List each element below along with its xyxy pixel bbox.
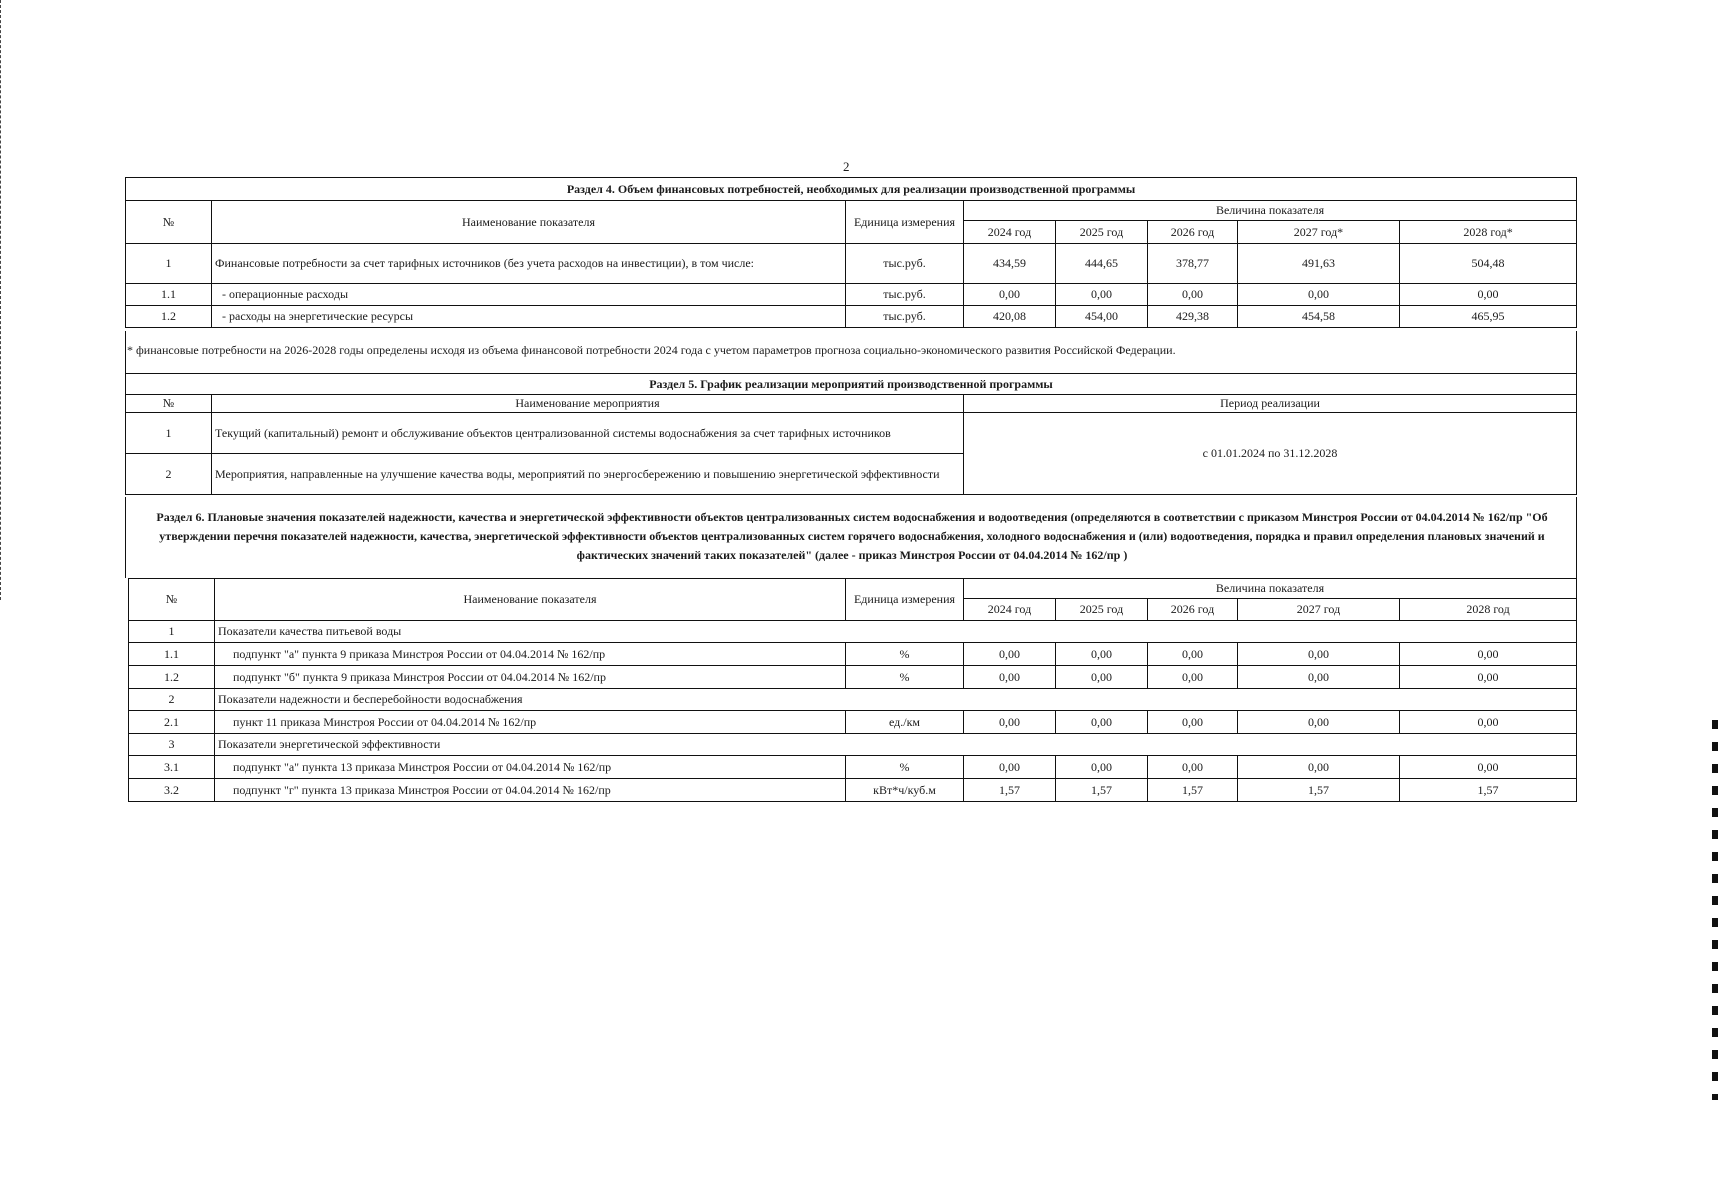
- row-name: Текущий (капитальный) ремонт и обслуживание объектов централизованной системы водоснабжения за счет тарифных источников: [212, 413, 964, 454]
- row-value: 0,00: [1400, 756, 1577, 779]
- table-group-row: [129, 689, 1577, 711]
- table-row: [126, 284, 1577, 306]
- row-name: - операционные расходы: [212, 284, 846, 306]
- row-value: 1,57: [1148, 779, 1238, 802]
- row-value: 0,00: [1148, 711, 1238, 734]
- row-value: 0,00: [1400, 284, 1577, 306]
- row-value: 0,00: [1400, 643, 1577, 666]
- row-value: 504,48: [1400, 244, 1577, 284]
- row-value: 491,63: [1238, 244, 1400, 284]
- row-value: 434,59: [964, 244, 1056, 284]
- table-row: [129, 779, 1577, 802]
- row-unit: тыс.руб.: [846, 306, 964, 328]
- row-num: 1.1: [129, 643, 215, 666]
- col-header-num: №: [129, 579, 215, 621]
- row-num: 2.1: [129, 711, 215, 734]
- row-unit: %: [846, 666, 964, 689]
- row-value: 429,38: [1148, 306, 1238, 328]
- row-num: 1.1: [126, 284, 212, 306]
- col-header-year: 2024 год: [964, 221, 1056, 244]
- row-name: - расходы на энергетические ресурсы: [212, 306, 846, 328]
- row-name: подпункт "г" пункта 13 приказа Минстроя России от 04.04.2014 № 162/пр: [215, 779, 846, 802]
- col-header-year: 2024 год: [964, 599, 1056, 621]
- col-header-name: Наименование показателя: [215, 579, 846, 621]
- col-header-name: Наименование показателя: [212, 201, 846, 244]
- scan-edge-mark: [1712, 720, 1718, 1100]
- table-row: [129, 711, 1577, 734]
- row-num: 1.2: [126, 306, 212, 328]
- row-value: 454,00: [1056, 306, 1148, 328]
- section6-table: [128, 578, 1577, 802]
- row-name: Показатели надежности и бесперебойности водоснабжения: [215, 689, 1577, 711]
- col-header-year: 2025 год: [1056, 599, 1148, 621]
- row-name: Мероприятия, направленные на улучшение качества воды, мероприятий по энергосбережению и повышению энергетической эффективности: [212, 454, 964, 495]
- row-value: 0,00: [1056, 284, 1148, 306]
- row-name: Финансовые потребности за счет тарифных источников (без учета расходов на инвестиции), в том числе:: [212, 244, 846, 284]
- col-header-value-group: Величина показателя: [964, 579, 1577, 599]
- row-name: подпункт "б" пункта 9 приказа Минстроя России от 04.04.2014 № 162/пр: [215, 666, 846, 689]
- row-value: 0,00: [1056, 643, 1148, 666]
- row-value: 0,00: [964, 643, 1056, 666]
- row-num: 1: [126, 244, 212, 284]
- table-row: [126, 306, 1577, 328]
- row-unit: кВт*ч/куб.м: [846, 779, 964, 802]
- row-num: 3.1: [129, 756, 215, 779]
- row-value: 0,00: [964, 666, 1056, 689]
- section4-table: [125, 177, 1577, 328]
- row-unit: ед./км: [846, 711, 964, 734]
- section5-table: [125, 373, 1577, 495]
- page-number: 2: [843, 159, 850, 174]
- col-header-year: 2028 год*: [1400, 221, 1577, 244]
- col-header-year: 2027 год*: [1238, 221, 1400, 244]
- row-value: 0,00: [1238, 711, 1400, 734]
- col-header-year: 2026 год: [1148, 599, 1238, 621]
- col-header-year: 2028 год: [1400, 599, 1577, 621]
- row-num: 2: [129, 689, 215, 711]
- row-value: 1,57: [1400, 779, 1577, 802]
- row-value: 0,00: [1148, 643, 1238, 666]
- row-num: 3.2: [129, 779, 215, 802]
- col-header-value-group: Величина показателя: [964, 201, 1577, 221]
- row-value: 1,57: [1056, 779, 1148, 802]
- row-value: 454,58: [1238, 306, 1400, 328]
- row-num: 1.2: [129, 666, 215, 689]
- row-value: 0,00: [1148, 284, 1238, 306]
- col-header-num: №: [126, 201, 212, 244]
- col-header-num: №: [126, 395, 212, 413]
- row-value: 0,00: [1056, 711, 1148, 734]
- row-value: 0,00: [1056, 666, 1148, 689]
- row-value: 444,65: [1056, 244, 1148, 284]
- table-row: [129, 643, 1577, 666]
- row-value: 378,77: [1148, 244, 1238, 284]
- row-num: 1: [129, 621, 215, 643]
- col-header-unit: Единица измерения: [846, 579, 964, 621]
- period-cell: с 01.01.2024 по 31.12.2028: [964, 413, 1577, 495]
- table-group-row: [129, 734, 1577, 756]
- col-header-year: 2027 год: [1238, 599, 1400, 621]
- row-value: 0,00: [1400, 666, 1577, 689]
- row-value: 420,08: [964, 306, 1056, 328]
- footnote: * финансовые потребности на 2026-2028 годы определены исходя из объема финансовой потребности 2024 года с учетом параметров прогноза социально-экономического развития Российской Федерации.: [127, 343, 1176, 357]
- row-num: 1: [126, 413, 212, 454]
- section6-title: Раздел 6. Плановые значения показателей надежности, качества и энергетической эффективности объектов централизованных систем водоснабжения и водоотведения (определяются в соответствии с приказом Минстроя России от 04.04.2014 № 162/пр "Об утверждении перечня показателей надежности, качества, энергетической эффективности объектов централизованных систем горячего водоснабжения, холодного водоснабжения и (или) водоотведения, порядка и правил определения плановых значений и фактических значений таких показателей" (далее - приказ Минстроя России от 04.04.2014 № 162/пр ): [156, 510, 1548, 562]
- row-name: Показатели энергетической эффективности: [215, 734, 1577, 756]
- row-value: 0,00: [1400, 711, 1577, 734]
- table-row: [126, 244, 1577, 284]
- row-value: 0,00: [1238, 643, 1400, 666]
- col-header-period: Период реализации: [964, 395, 1577, 413]
- table-row: [129, 756, 1577, 779]
- row-name: подпункт "а" пункта 13 приказа Минстроя России от 04.04.2014 № 162/пр: [215, 756, 846, 779]
- col-header-year: 2025 год: [1056, 221, 1148, 244]
- row-value: 0,00: [1148, 666, 1238, 689]
- row-unit: тыс.руб.: [846, 244, 964, 284]
- row-num: 3: [129, 734, 215, 756]
- row-value: 465,95: [1400, 306, 1577, 328]
- col-header-year: 2026 год: [1148, 221, 1238, 244]
- row-unit: %: [846, 756, 964, 779]
- table-group-row: [129, 621, 1577, 643]
- row-value: 0,00: [1238, 666, 1400, 689]
- section4-title: Раздел 4. Объем финансовых потребностей, необходимых для реализации производственной программы: [126, 178, 1577, 201]
- row-num: 2: [126, 454, 212, 495]
- table-row: [129, 666, 1577, 689]
- row-value: 0,00: [964, 711, 1056, 734]
- row-value: 1,57: [1238, 779, 1400, 802]
- row-value: 0,00: [1056, 756, 1148, 779]
- row-value: 0,00: [1238, 284, 1400, 306]
- row-unit: %: [846, 643, 964, 666]
- row-value: 0,00: [964, 284, 1056, 306]
- row-value: 0,00: [1238, 756, 1400, 779]
- row-value: 0,00: [964, 756, 1056, 779]
- row-value: 1,57: [964, 779, 1056, 802]
- row-value: 0,00: [1148, 756, 1238, 779]
- row-unit: тыс.руб.: [846, 284, 964, 306]
- row-name: Показатели качества питьевой воды: [215, 621, 1577, 643]
- col-header-name: Наименование мероприятия: [212, 395, 964, 413]
- row-name: пункт 11 приказа Минстроя России от 04.04.2014 № 162/пр: [215, 711, 846, 734]
- row-name: подпункт "а" пункта 9 приказа Минстроя России от 04.04.2014 № 162/пр: [215, 643, 846, 666]
- col-header-unit: Единица измерения: [846, 201, 964, 244]
- section5-title: Раздел 5. График реализации мероприятий производственной программы: [126, 374, 1577, 395]
- table-row: [126, 413, 1577, 454]
- scan-edge-mark: [0, 0, 3, 600]
